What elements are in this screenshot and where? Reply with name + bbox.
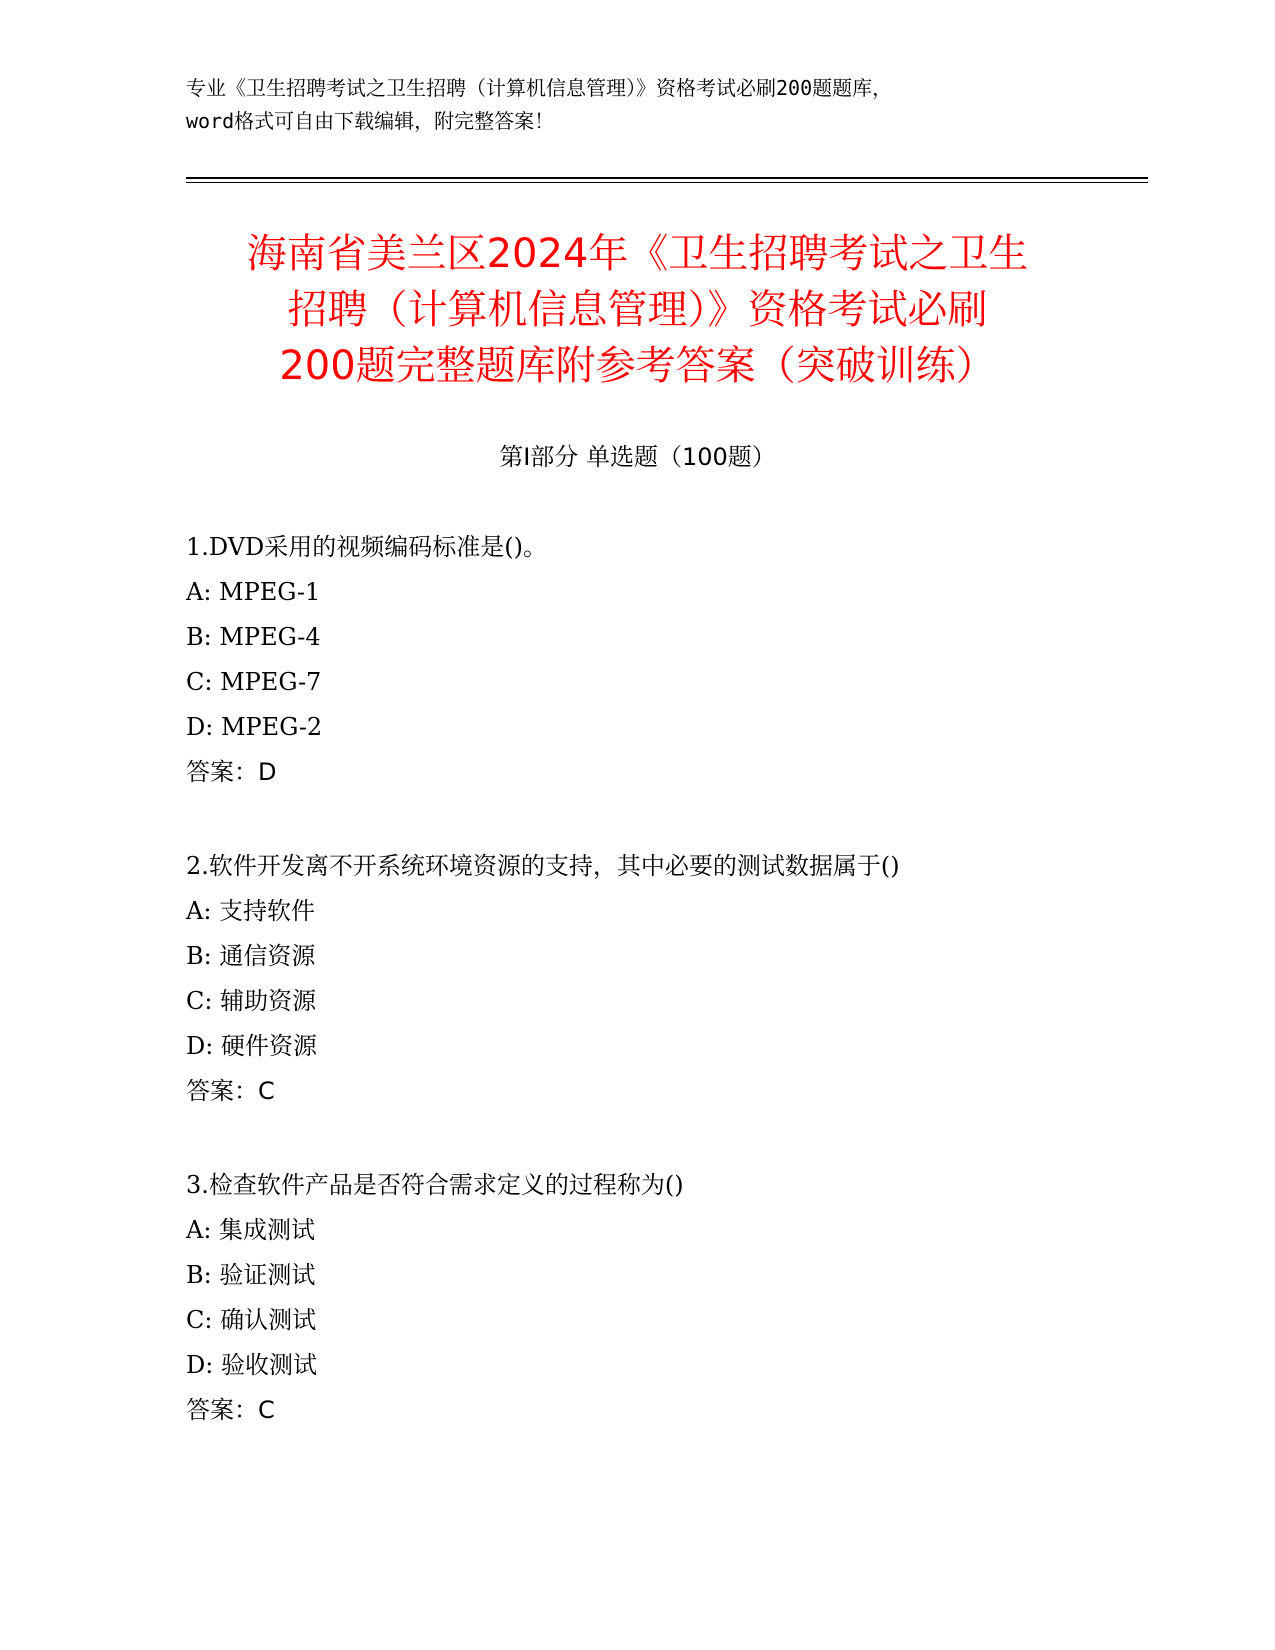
option-c: C: 确认测试 bbox=[186, 1306, 317, 1334]
header-note-line-2: word格式可自由下载编辑，附完整答案！ bbox=[186, 109, 555, 133]
option-a: A: 集成测试 bbox=[186, 1216, 316, 1244]
header-divider-thin bbox=[186, 182, 1148, 183]
title-line-1: 海南省美兰区2024年《卫生招聘考试之卫生 bbox=[246, 231, 1029, 277]
answer: 答案：C bbox=[186, 1396, 275, 1424]
option-b: B: MPEG-4 bbox=[186, 623, 321, 651]
option-c: C: MPEG-7 bbox=[186, 668, 322, 696]
option-c: C: 辅助资源 bbox=[186, 987, 317, 1015]
header-note-line-1: 专业《卫生招聘考试之卫生招聘（计算机信息管理）》资格考试必刷200题题库， bbox=[186, 76, 893, 100]
question-stem: 2.软件开发离不开系统环境资源的支持，其中必要的测试数据属于() bbox=[186, 852, 900, 880]
question-2 bbox=[186, 844, 1086, 1114]
option-b: B: 通信资源 bbox=[186, 942, 316, 970]
question-stem: 3.检查软件产品是否符合需求定义的过程称为() bbox=[186, 1171, 684, 1199]
document-title bbox=[150, 226, 1125, 394]
title-line-2: 招聘（计算机信息管理）》资格考试必刷 bbox=[287, 287, 988, 333]
option-d: D: 硬件资源 bbox=[186, 1032, 317, 1060]
option-d: D: 验收测试 bbox=[186, 1351, 317, 1379]
option-b: B: 验证测试 bbox=[186, 1261, 316, 1289]
option-d: D: MPEG-2 bbox=[186, 713, 323, 741]
title-line-3: 200题完整题库附参考答案（突破训练） bbox=[279, 343, 996, 389]
option-a: A: 支持软件 bbox=[186, 897, 316, 925]
question-stem: 1.DVD采用的视频编码标准是()。 bbox=[186, 533, 548, 561]
answer: 答案：C bbox=[186, 1077, 275, 1105]
section-title: 第Ⅰ部分 单选题（100题） bbox=[499, 443, 776, 471]
header-divider-thick bbox=[186, 177, 1148, 179]
answer: 答案：D bbox=[186, 758, 277, 786]
option-a: A: MPEG-1 bbox=[186, 578, 321, 606]
question-1 bbox=[186, 525, 1086, 795]
header-note bbox=[186, 72, 1086, 138]
question-3 bbox=[186, 1163, 1086, 1433]
